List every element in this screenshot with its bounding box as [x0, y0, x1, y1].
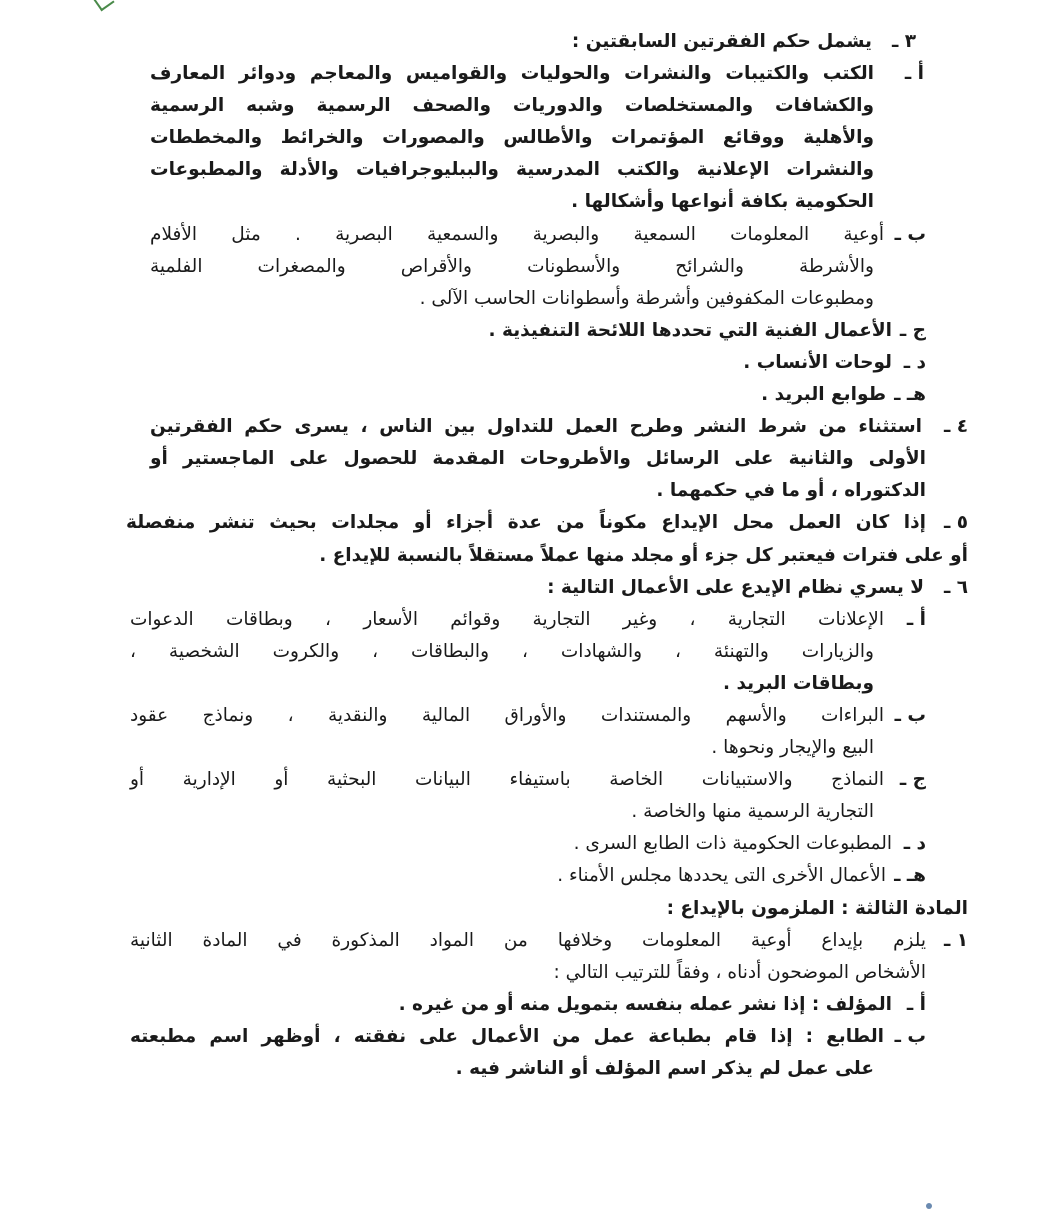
clause-3-heading [150, 26, 916, 58]
item-text: النماذج والاستبيانات الخاصة باستيفاء البيانات البحثية أو الإدارية أو [130, 769, 884, 791]
item-a-line-2: والكشافات والمستخلصات والدوريات والصحف الرسمية وشبه الرسمية [150, 95, 874, 117]
item-marker: ج ـ [899, 769, 926, 791]
clause-4-line-2: الأولى والثانية على الرسائل والأطروحات المقدمة للحصول على الماجستير أو [150, 448, 926, 470]
clause-marker: ٦ ـ [943, 576, 968, 598]
item-d [150, 347, 926, 379]
clause-4-line-3: الدكتوراه ، أو ما في حكمهما . [656, 480, 926, 502]
document-body [126, 26, 968, 1085]
item-marker: أ ـ [904, 63, 924, 85]
item-marker: ب ـ [894, 704, 926, 726]
item-text: الأعمال الفنية التي تحددها اللائحة التنفيذية . [488, 319, 892, 341]
art3-clause-1-line-2: الأشخاص الموضحون أدناه ، وفقاً للترتيب التالي : [553, 961, 926, 983]
item-e [150, 379, 926, 411]
item-text: الكتب والكتيبات والنشرات والحوليات والقواميس والمعاجم ودوائر المعارف [150, 63, 874, 85]
item-marker: ب ـ [894, 1025, 926, 1047]
item-a-line-3: والأهلية ووقائع المؤتمرات والأطالس والمصورات والخرائط والمخططات [150, 127, 874, 149]
item-text: الطابع : إذا قام بطباعة عمل من الأعمال على نفقته ، أوظهر اسم مطبعته [130, 1025, 884, 1047]
clause-marker: ٤ ـ [943, 416, 968, 438]
item-6c-line-2: التجارية الرسمية منها والخاصة . [631, 801, 874, 823]
clause-text: يشمل حكم الفقرتين السابقتين : [571, 31, 872, 52]
item-a-line-1 [150, 58, 926, 90]
item-marker: ج ـ [899, 319, 926, 341]
item-marker: هـ ـ [894, 865, 926, 887]
item-6a-line-3: وبطاقات البريد . [723, 672, 874, 694]
item-6b-line-2: البيع والإيجار ونحوها . [711, 737, 874, 759]
clause-marker: ١ ـ [943, 929, 968, 951]
item-text: المطبوعات الحكومية ذات الطابع السرى . [573, 833, 892, 855]
item-text: طوابع البريد . [761, 384, 886, 406]
item-text: المؤلف : إذا نشر عمله بنفسه بتمويل منه أو من غيره . [398, 993, 892, 1015]
item-6b-line-1 [130, 700, 926, 732]
clause-text: استثناء من شرط النشر وطرح العمل للتداول بين الناس ، يسرى حكم الفقرتين [150, 416, 922, 438]
art3-item-b-line-1 [130, 1021, 926, 1053]
corner-mark [93, 0, 114, 11]
item-6d [150, 828, 926, 860]
item-marker: هـ ـ [894, 384, 926, 406]
article-3-heading: المادة الثالثة : الملزمون بالإيداع : [666, 897, 968, 919]
clause-5-line-2: أو على فترات فيعتبر كل جزء أو مجلد منها عملاً مستقلاً بالنسبة للإيداع . [319, 544, 968, 566]
item-a-line-5: الحكومية بكافة أنواعها وأشكالها . [571, 191, 874, 213]
item-marker: ب ـ [894, 223, 926, 245]
item-text: لوحات الأنساب . [743, 351, 892, 373]
item-b-line-1 [150, 219, 926, 251]
clause-text: لا يسري نظام الإيدع على الأعمال التالية : [547, 576, 924, 598]
item-6a-line-2: والزيارات والتهنئة ، والشهادات ، والبطاقات ، والكروت الشخصية ، [130, 640, 874, 662]
page-number-mark [926, 1203, 932, 1209]
item-b-line-3: ومطبوعات المكفوفين وأشرطة وأسطوانات الحاسب الآلى . [419, 287, 874, 309]
item-6e [150, 860, 926, 892]
art3-item-b-line-2: على عمل لم يذكر اسم المؤلف أو الناشر فيه . [455, 1058, 874, 1079]
item-text: الإعلانات التجارية ، وغير التجارية وقوائم الأسعار ، وبطاقات الدعوات [130, 608, 884, 630]
item-text: أوعية المعلومات السمعية والبصرية والسمعية البصرية . مثل الأفلام [150, 223, 884, 245]
clause-marker: ٥ ـ [943, 512, 968, 534]
item-text: البراءات والأسهم والمستندات والأوراق المالية والنقدية ، ونماذج عقود [130, 704, 884, 726]
clause-6-heading [150, 572, 968, 604]
item-marker: أ ـ [906, 993, 926, 1015]
clause-text: إذا كان العمل محل الإيداع مكوناً من عدة أجزاء أو مجلدات بحيث تنشر منفصلة [126, 512, 926, 534]
clause-5-line-1 [126, 507, 968, 539]
clause-text: يلزم بإيداع أوعية المعلومات وخلافها من المواد المذكورة في المادة الثانية [130, 929, 926, 951]
clause-4-line-1 [150, 411, 968, 443]
item-6c-line-1 [130, 764, 926, 796]
item-marker: د ـ [903, 833, 926, 855]
item-6a-line-1 [130, 604, 926, 636]
item-text: الأعمال الأخرى التى يحددها مجلس الأمناء . [557, 865, 886, 887]
clause-marker: ٣ ـ [891, 31, 916, 52]
art3-clause-1-line-1 [130, 925, 968, 957]
item-b-line-2: والأشرطة والشرائح والأسطونات والأقراص والمصغرات الفلمية [150, 255, 874, 277]
art3-item-a [150, 989, 926, 1021]
item-c [150, 315, 926, 347]
item-marker: د ـ [903, 351, 926, 373]
item-a-line-4: والنشرات الإعلانية والكتب المدرسية والببليوجرافيات والأدلة والمطبوعات [150, 159, 874, 181]
item-marker: أ ـ [906, 608, 926, 630]
